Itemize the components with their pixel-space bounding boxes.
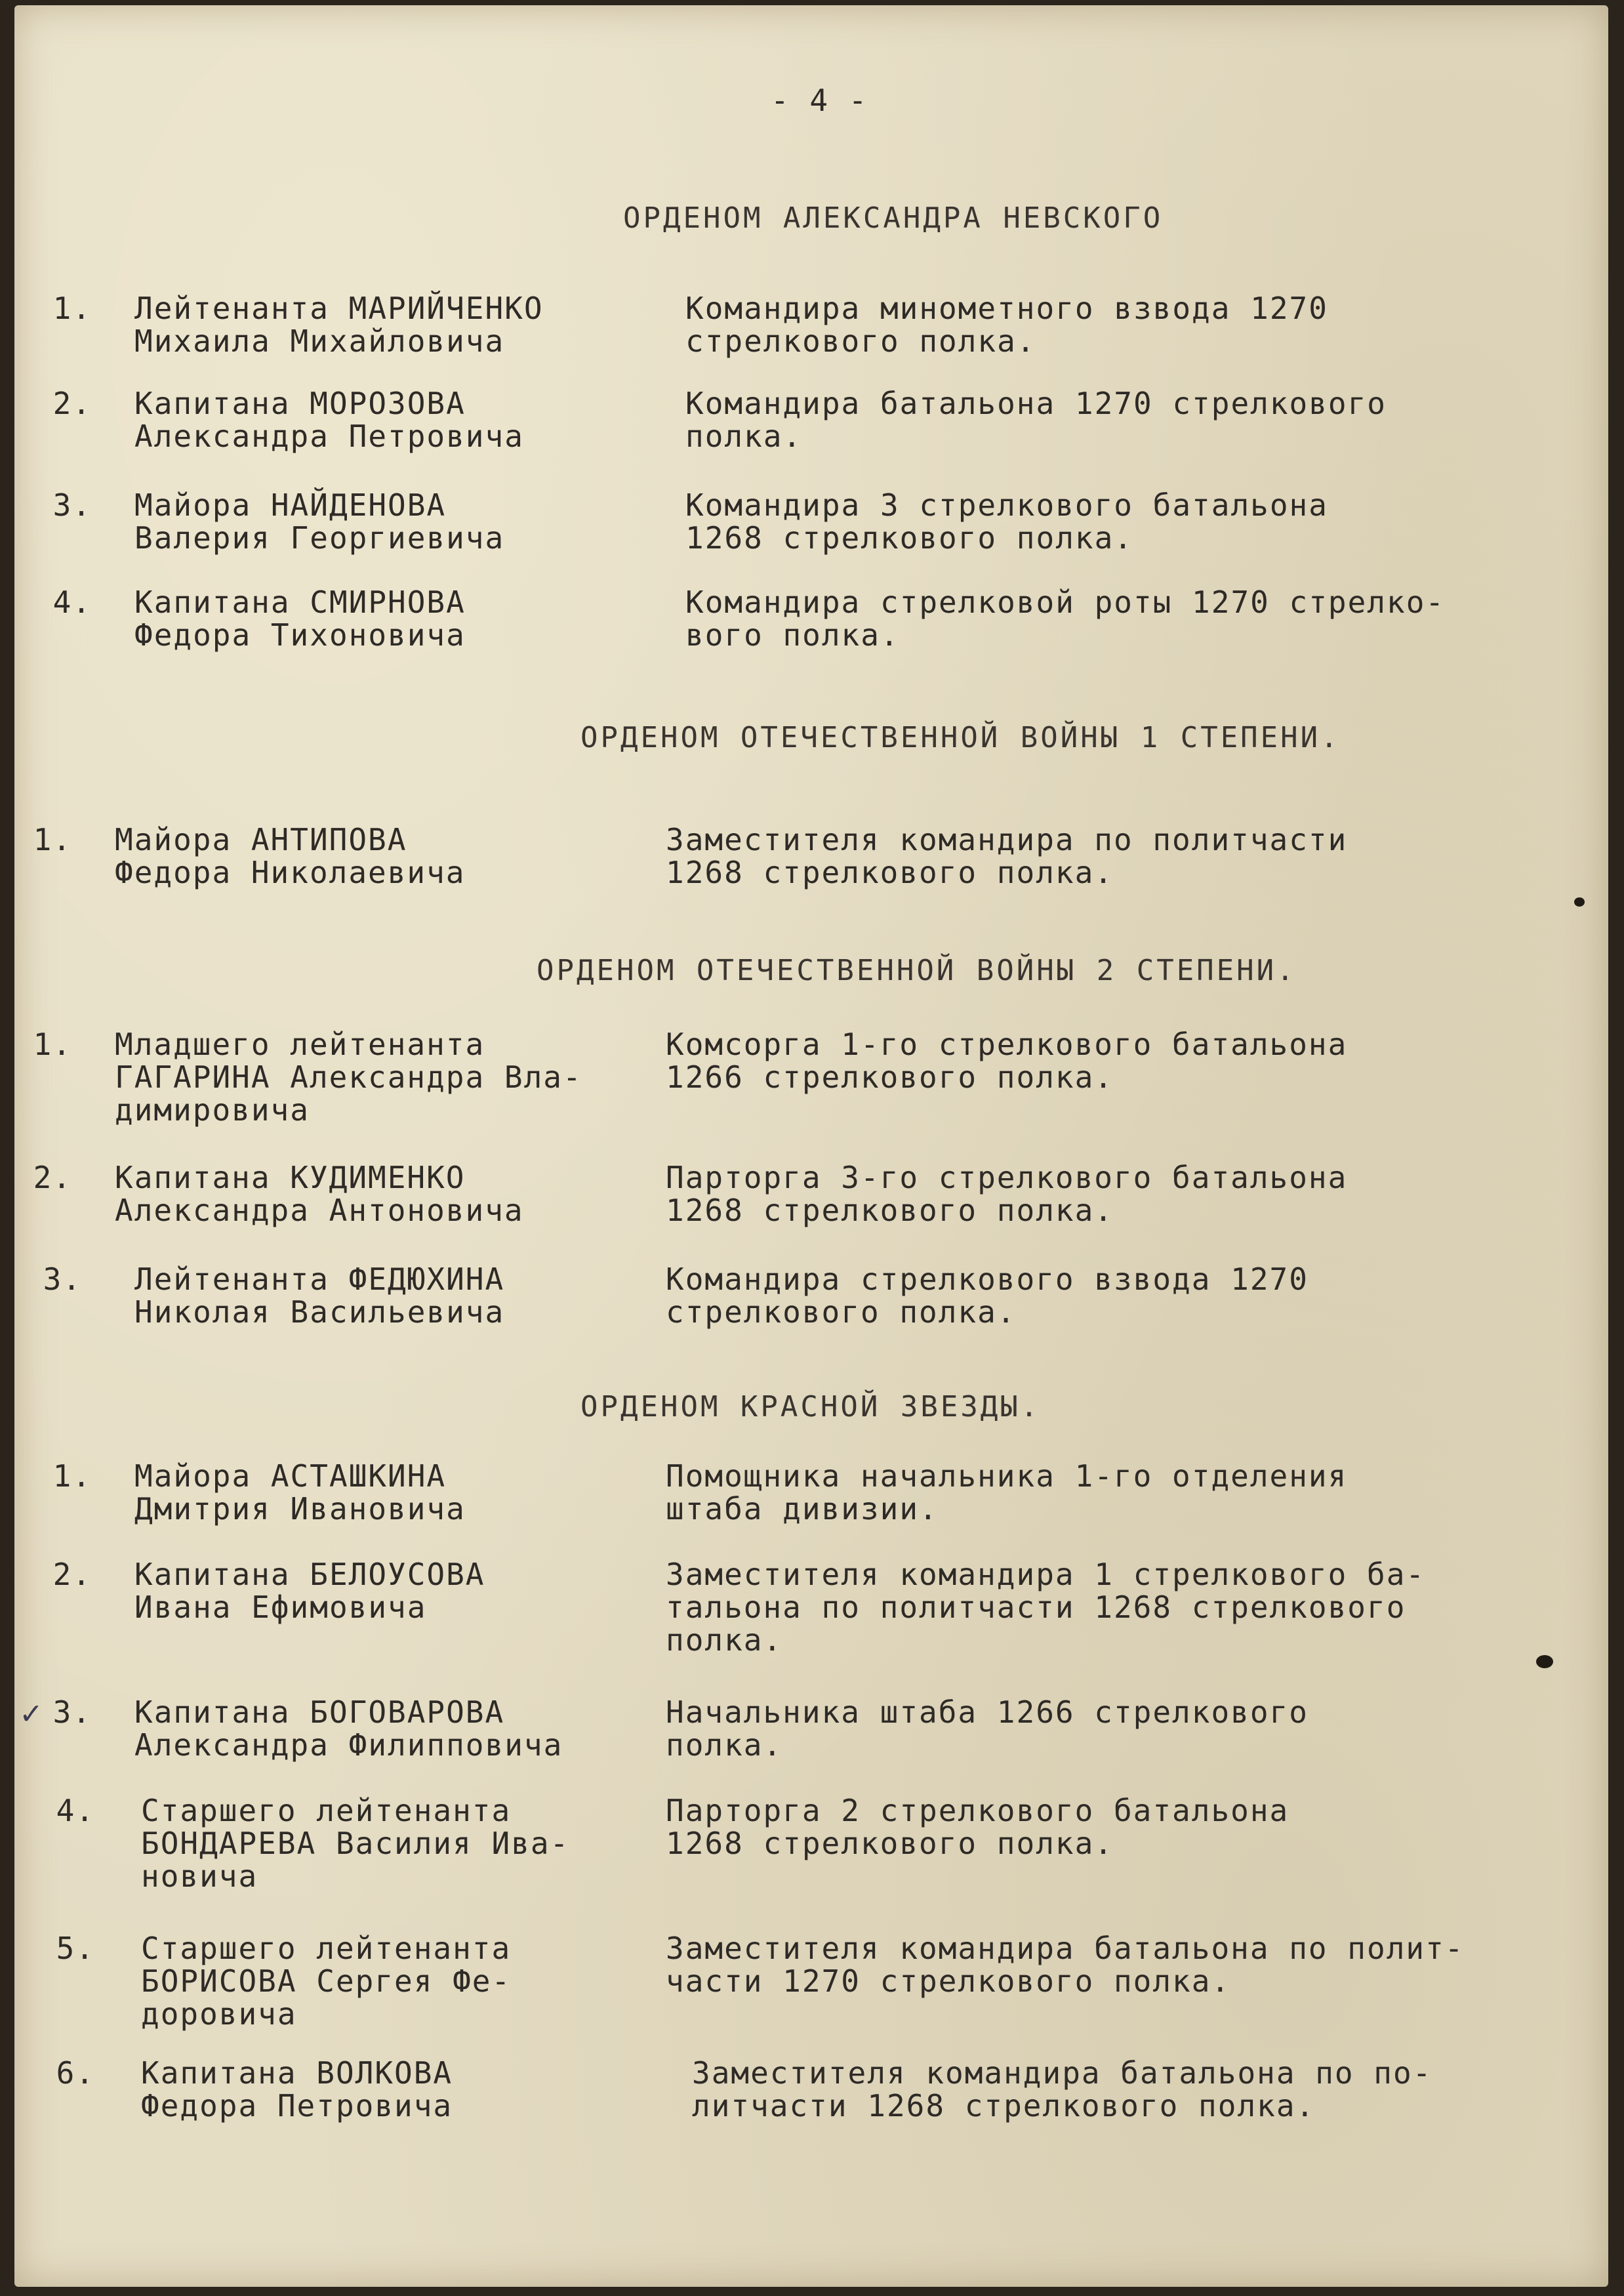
entry-position: Командира стрелковой роты 1270 стрелко- вого полка. (685, 584, 1446, 653)
paper-hole-mark (1536, 1655, 1553, 1668)
entry-number: 5. (56, 1931, 95, 1966)
entry-position: Командира батальона 1270 стрелкового полка. (685, 386, 1387, 454)
entry-name: Капитана МОРОЗОВА Александра Петровича (134, 386, 524, 454)
entry-number: 3. (52, 1694, 92, 1730)
entry-position: Командира 3 стрелкового батальона 1268 стрелкового полка. (685, 487, 1328, 556)
entry-number: 6. (56, 2055, 95, 2091)
entry-name: Младшего лейтенанта ГАГАРИНА Александра Вла- димировича (115, 1027, 582, 1128)
entry-position: Заместителя командира батальона по по- литчасти 1268 стрелкового полка. (692, 2055, 1432, 2123)
entry-name: Капитана БЕЛОУСОВА Ивана Ефимовича (134, 1557, 485, 1625)
paper-hole-mark (1574, 897, 1585, 907)
check-mark-icon: ✓ (21, 1694, 41, 1732)
entry-position: Заместителя командира батальона по полит- части 1270 стрелкового полка. (666, 1931, 1465, 1999)
entry-position: Командира минометного взвода 1270 стрелкового полка. (685, 291, 1328, 359)
entry-number: 1. (33, 1027, 72, 1062)
entry-name: Старшего лейтенанта БОНДАРЕВА Василия Ива- новича (141, 1793, 570, 1894)
entry-number: 3. (52, 487, 92, 523)
entry-name: Лейтенанта ФЕДЮХИНА Николая Васильевича (134, 1261, 505, 1330)
entry-name: Капитана БОГОВАРОВА Александра Филипповича (134, 1694, 563, 1763)
entry-number: 1. (52, 291, 92, 326)
entry-name: Майора НАЙДЕНОВА Валерия Георгиевича (134, 487, 505, 556)
entry-name: Лейтенанта МАРИЙЧЕНКО Михаила Михайловича (134, 291, 544, 359)
entry-number: 4. (56, 1793, 95, 1828)
section-heading: ОРДЕНОМ ОТЕЧЕСТВЕННОЙ ВОЙНЫ 2 СТЕПЕНИ. (537, 954, 1297, 987)
entry-position: Парторга 3-го стрелкового батальона 1268 стрелкового полка. (666, 1160, 1348, 1228)
section-heading: ОРДЕНОМ АЛЕКСАНДРА НЕВСКОГО (623, 201, 1164, 235)
entry-number: 1. (52, 1458, 92, 1494)
entry-number: 2. (52, 1557, 92, 1592)
entry-number: 2. (52, 386, 92, 421)
entry-name: Капитана ВОЛКОВА Федора Петровича (141, 2055, 453, 2123)
section-heading: ОРДЕНОМ КРАСНОЙ ЗВЕЗДЫ. (580, 1390, 1041, 1424)
entry-number: 2. (33, 1160, 72, 1195)
section-heading: ОРДЕНОМ ОТЕЧЕСТВЕННОЙ ВОЙНЫ 1 СТЕПЕНИ. (580, 721, 1341, 754)
entry-name: Старшего лейтенанта БОРИСОВА Сергея Фе- доровича (141, 1931, 512, 2032)
entry-position: Парторга 2 стрелкового батальона 1268 стрелкового полка. (666, 1793, 1289, 1861)
entry-position: Комсорга 1-го стрелкового батальона 1266 стрелкового полка. (666, 1027, 1348, 1095)
entry-name: Капитана СМИРНОВА Федора Тихоновича (134, 584, 466, 653)
entry-name: Майора АСТАШКИНА Дмитрия Ивановича (134, 1458, 466, 1527)
entry-position: Помощника начальника 1-го отделения штаба дивизии. (666, 1458, 1348, 1527)
page-number: - 4 - (771, 83, 868, 118)
entry-number: 4. (52, 584, 92, 620)
entry-name: Майора АНТИПОВА Федора Николаевича (115, 822, 466, 890)
entry-position: Командира стрелкового взвода 1270 стрелкового полка. (666, 1261, 1309, 1330)
entry-name: Капитана КУДИМЕНКО Александра Антоновича (115, 1160, 524, 1228)
entry-number: 3. (43, 1261, 82, 1297)
entry-position: Начальника штаба 1266 стрелкового полка. (666, 1694, 1309, 1763)
entry-position: Заместителя командира по политчасти 1268 стрелкового полка. (666, 822, 1348, 890)
entry-number: 1. (33, 822, 72, 857)
entry-position: Заместителя командира 1 стрелкового ба- тальона по политчасти 1268 стрелкового полка. (666, 1557, 1426, 1658)
